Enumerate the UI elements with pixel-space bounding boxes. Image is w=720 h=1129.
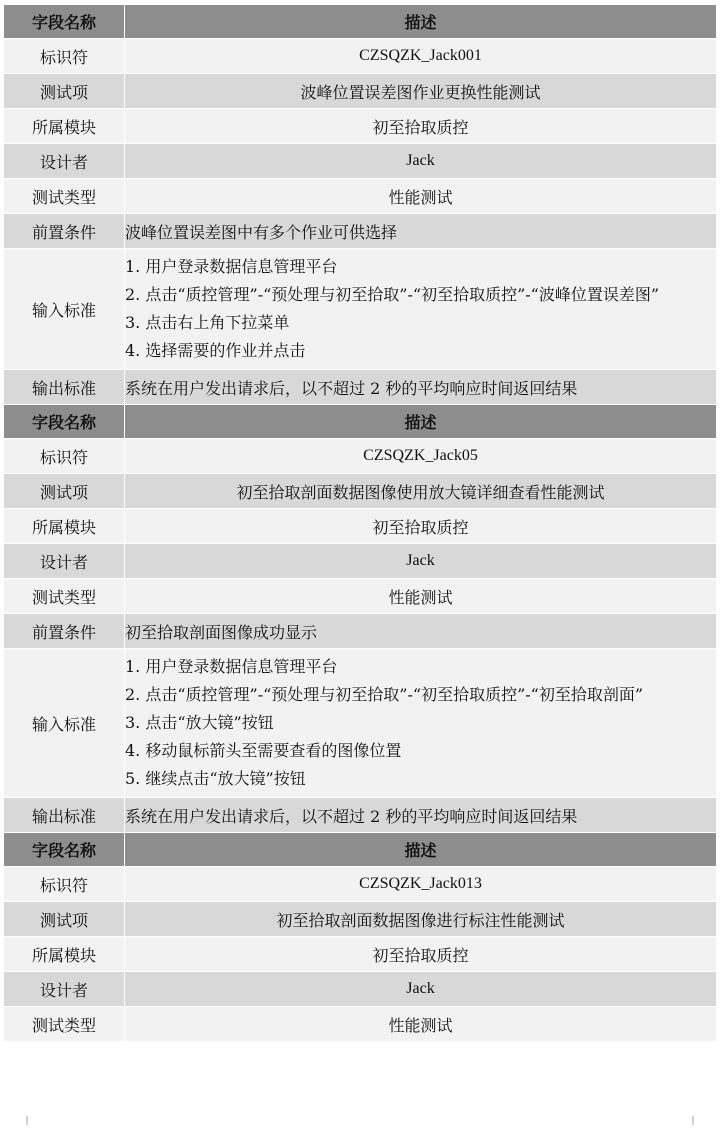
header-description: 描述 bbox=[125, 405, 717, 439]
row-label: 输入标准 bbox=[4, 249, 125, 370]
row-label: 设计者 bbox=[4, 972, 125, 1007]
step-line: 1. 用户登录数据信息管理平台 bbox=[125, 657, 338, 676]
row-label: 前置条件 bbox=[4, 214, 125, 249]
row-value: 初至拾取剖面数据图像使用放大镜详细查看性能测试 bbox=[125, 474, 717, 509]
header-field-name: 字段名称 bbox=[4, 405, 125, 439]
row-value: 性能测试 bbox=[125, 179, 717, 214]
table-row bbox=[4, 214, 717, 249]
row-label: 标识符 bbox=[4, 867, 125, 902]
row-label: 测试项 bbox=[4, 902, 125, 937]
row-label: 设计者 bbox=[4, 544, 125, 579]
row-value: 波峰位置误差图作业更换性能测试 bbox=[125, 74, 717, 109]
table-row bbox=[4, 249, 717, 370]
test-case-table bbox=[3, 4, 717, 1042]
table-row bbox=[4, 439, 717, 474]
table-header-row bbox=[4, 5, 717, 39]
header-field-name: 字段名称 bbox=[4, 5, 125, 39]
table-row bbox=[4, 937, 717, 972]
row-value: Jack bbox=[125, 544, 717, 579]
table-header-row bbox=[4, 405, 717, 439]
row-label: 测试类型 bbox=[4, 1007, 125, 1042]
step-line: 4. 选择需要的作业并点击 bbox=[125, 341, 306, 360]
row-label: 标识符 bbox=[4, 39, 125, 74]
table-row bbox=[4, 972, 717, 1007]
row-label: 所属模块 bbox=[4, 509, 125, 544]
page-corner-mark bbox=[26, 1116, 28, 1125]
row-value: 初至拾取剖面数据图像进行标注性能测试 bbox=[125, 902, 717, 937]
step-line: 3. 点击右上角下拉菜单 bbox=[125, 313, 290, 332]
table-row bbox=[4, 144, 717, 179]
header-field-name: 字段名称 bbox=[4, 833, 125, 867]
table-row bbox=[4, 39, 717, 74]
row-value: CZSQZK_Jack001 bbox=[125, 39, 717, 74]
row-label: 测试类型 bbox=[4, 579, 125, 614]
page-corner-mark bbox=[692, 1116, 694, 1125]
step-line: 2. 点击“质控管理”-“预处理与初至拾取”-“初至拾取质控”-“初至拾取剖面” bbox=[125, 685, 644, 704]
table-row bbox=[4, 1007, 717, 1042]
table-row bbox=[4, 579, 717, 614]
step-line: 1. 用户登录数据信息管理平台 bbox=[125, 257, 338, 276]
row-label: 测试项 bbox=[4, 474, 125, 509]
row-label: 前置条件 bbox=[4, 614, 125, 649]
row-value-steps bbox=[125, 649, 717, 798]
table-row bbox=[4, 544, 717, 579]
row-label: 所属模块 bbox=[4, 937, 125, 972]
row-label: 输入标准 bbox=[4, 649, 125, 798]
row-value: CZSQZK_Jack05 bbox=[125, 439, 717, 474]
row-label: 测试类型 bbox=[4, 179, 125, 214]
row-value: 系统在用户发出请求后，以不超过 2 秒的平均响应时间返回结果 bbox=[125, 370, 717, 405]
row-label: 所属模块 bbox=[4, 109, 125, 144]
table-row bbox=[4, 370, 717, 405]
row-label: 测试项 bbox=[4, 74, 125, 109]
table-row bbox=[4, 474, 717, 509]
row-value: Jack bbox=[125, 144, 717, 179]
row-value: Jack bbox=[125, 972, 717, 1007]
table-row bbox=[4, 109, 717, 144]
table-row bbox=[4, 614, 717, 649]
table-row bbox=[4, 649, 717, 798]
step-line: 3. 点击“放大镜”按钮 bbox=[125, 713, 274, 732]
row-label: 设计者 bbox=[4, 144, 125, 179]
step-line: 5. 继续点击“放大镜”按钮 bbox=[125, 769, 306, 788]
row-value: 性能测试 bbox=[125, 579, 717, 614]
table-row bbox=[4, 74, 717, 109]
row-value: 性能测试 bbox=[125, 1007, 717, 1042]
table-header-row bbox=[4, 833, 717, 867]
table-row bbox=[4, 867, 717, 902]
row-value: CZSQZK_Jack013 bbox=[125, 867, 717, 902]
header-description: 描述 bbox=[125, 833, 717, 867]
row-value-steps bbox=[125, 249, 717, 370]
table-row bbox=[4, 509, 717, 544]
row-value: 系统在用户发出请求后，以不超过 2 秒的平均响应时间返回结果 bbox=[125, 798, 717, 833]
row-value: 波峰位置误差图中有多个作业可供选择 bbox=[125, 214, 717, 249]
row-value: 初至拾取质控 bbox=[125, 937, 717, 972]
step-line: 2. 点击“质控管理”-“预处理与初至拾取”-“初至拾取质控”-“波峰位置误差图” bbox=[125, 285, 660, 304]
row-label: 输出标准 bbox=[4, 798, 125, 833]
table-row bbox=[4, 179, 717, 214]
step-line: 4. 移动鼠标箭头至需要查看的图像位置 bbox=[125, 741, 402, 760]
row-value: 初至拾取剖面图像成功显示 bbox=[125, 614, 717, 649]
row-label: 标识符 bbox=[4, 439, 125, 474]
row-value: 初至拾取质控 bbox=[125, 109, 717, 144]
table-row bbox=[4, 902, 717, 937]
table-row bbox=[4, 798, 717, 833]
row-label: 输出标准 bbox=[4, 370, 125, 405]
row-value: 初至拾取质控 bbox=[125, 509, 717, 544]
header-description: 描述 bbox=[125, 5, 717, 39]
